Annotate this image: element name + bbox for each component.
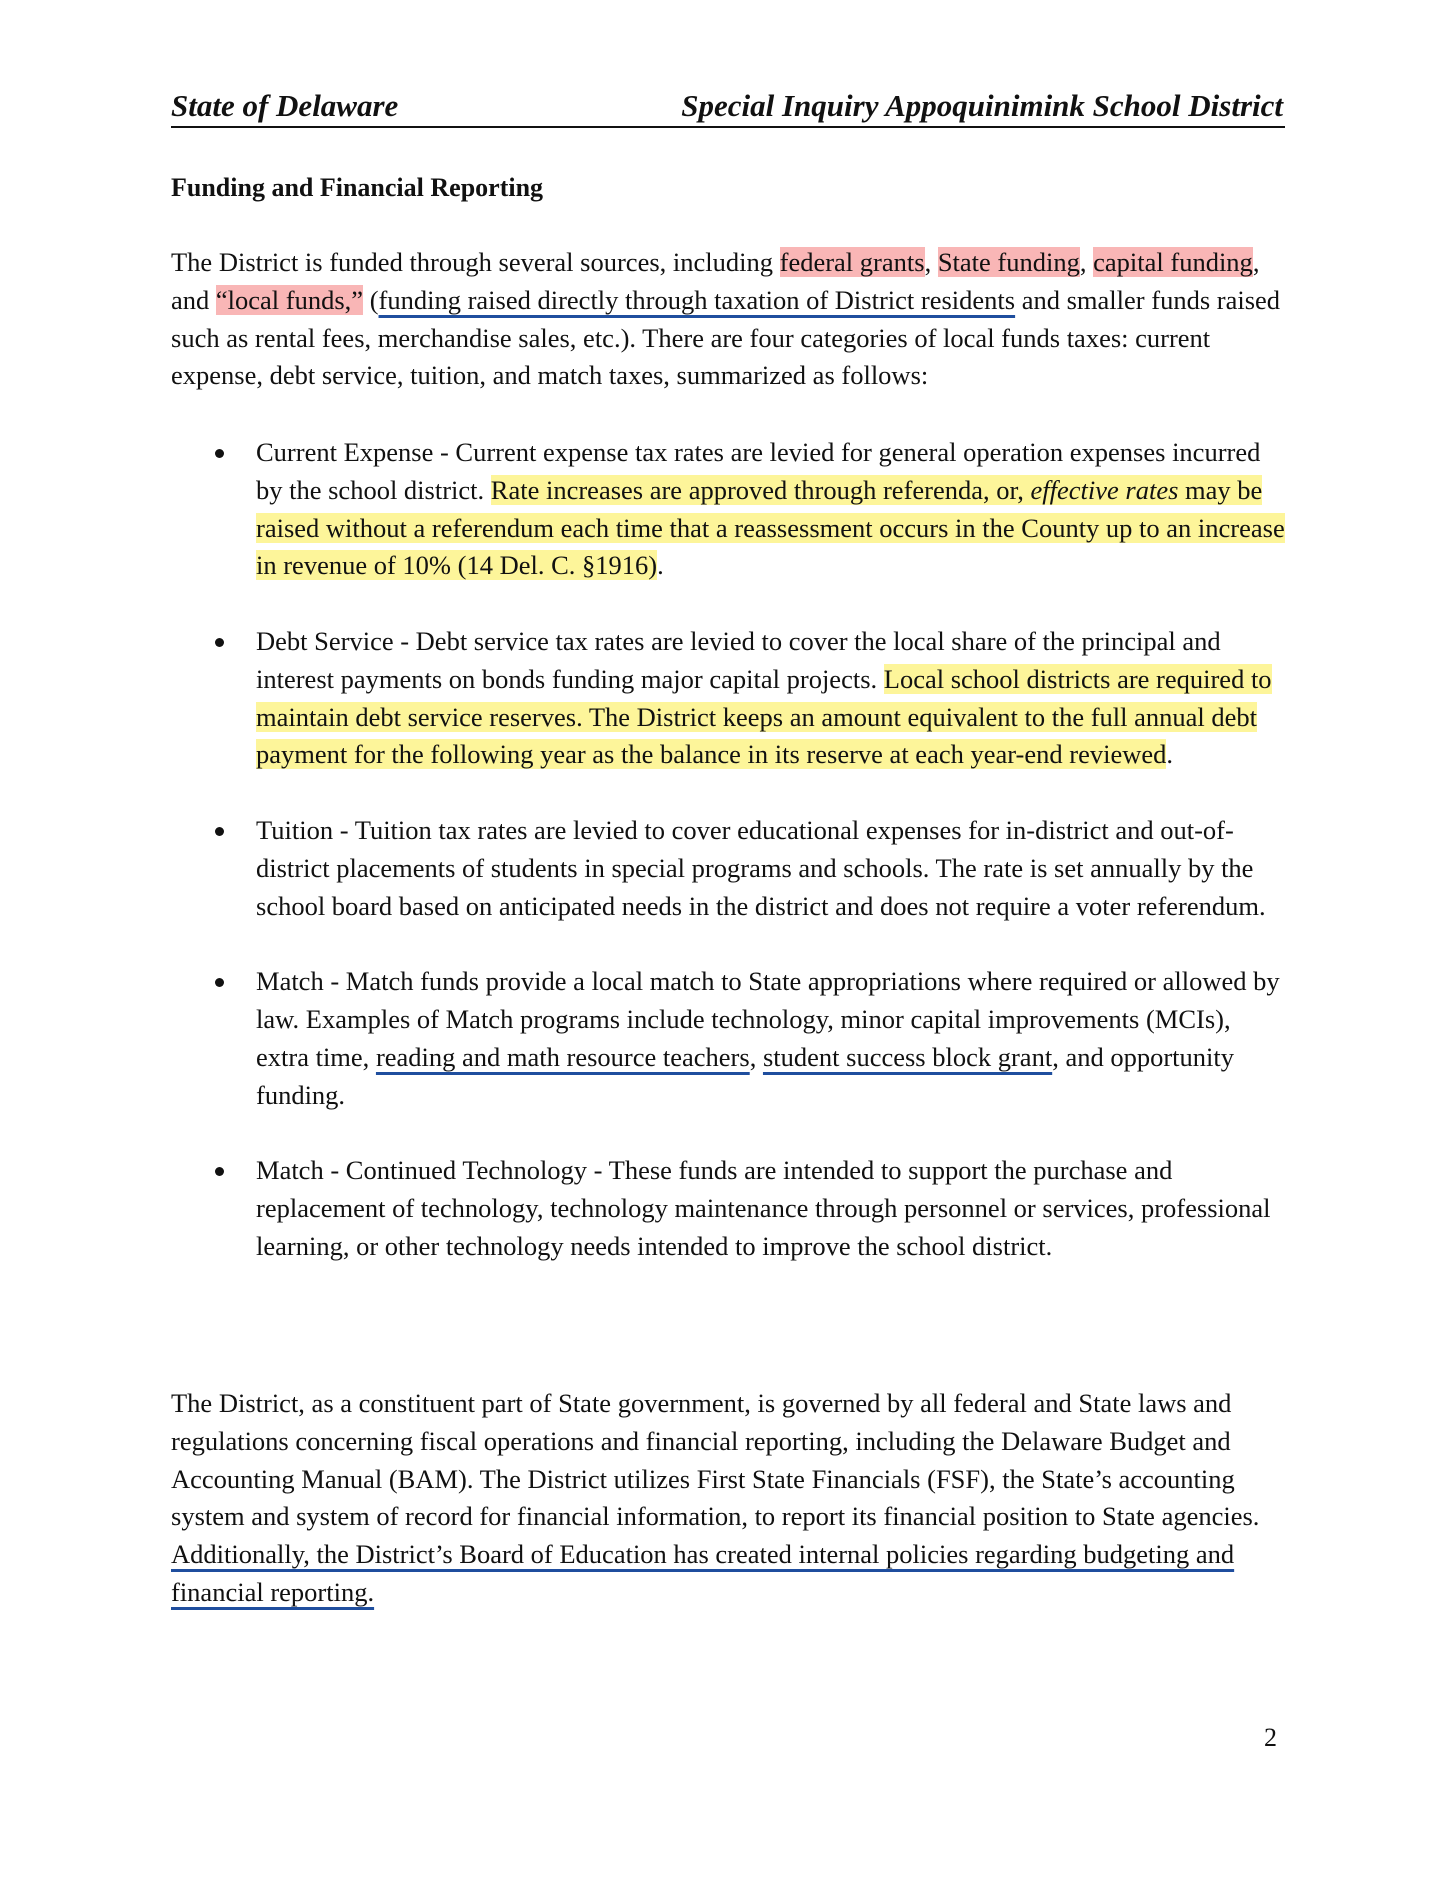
text: Tuition - Tuition tax rates are levied to cover educational expenses for in-district and out-of-district placements of students in special programs and schools. The rate is set annually by the school board based on anticipated needs in the district and does not require a voter referendum.: [256, 814, 1266, 921]
list-item-match-technology: [171, 1152, 1285, 1265]
bullet-icon: [215, 449, 224, 458]
page-number: 2: [1264, 1723, 1277, 1752]
text: Debt Service - Debt service tax rates are levied to cover the local share of the principal and interest payments on bonds funding major capital projects.: [256, 625, 1221, 694]
bullet-icon: [215, 1167, 224, 1176]
text: ,: [1079, 247, 1094, 277]
text: The District, as a constituent part of State government, is governed by all federal and State laws and regulations concerning fiscal operations and financial reporting, including the Delaware Budget and Accounting Manual (BAM). The District utilizes First State Financials (FSF), the State’s accounting system and system of record for financial information, to report its financial position to State agencies.: [171, 1388, 1260, 1532]
highlight-state-funding: State funding: [937, 247, 1080, 277]
list-item-debt-service: [171, 623, 1285, 774]
highlight-local-funds: “local funds,”: [215, 284, 364, 315]
local-funds-tax-list: [171, 434, 1285, 1303]
header-left: State of Delaware: [171, 88, 399, 123]
header-right: Special Inquiry Appoquinimink School District: [681, 88, 1283, 123]
text: .: [657, 550, 664, 581]
text: Match - Continued Technology - These funds are intended to support the purchase and replacement of technology, technology maintenance through personnel or services, professional learning, or other technology needs intended to improve the school district.: [256, 1155, 1271, 1261]
text: Match - Match funds provide a local match to State appropriations where required or allowed by law. Examples of Match programs include technology, minor capital improvements (MCIs), extra time,: [256, 966, 1280, 1072]
text: may be raised without a referendum each time that a reassessment occurs in the County up to an increase in revenue of 10% (14 Del. C. §1916): [256, 474, 1285, 581]
text: Current Expense - Current expense tax rates are levied for general operation expenses incurred by the school district.: [256, 437, 1261, 505]
text: , and opportunity funding.: [256, 1041, 1234, 1110]
bullet-icon: [215, 638, 224, 647]
text: Rate increases are approved through referenda, or,: [490, 474, 1031, 505]
text: , and: [171, 247, 1260, 315]
list-item-tuition: [171, 812, 1285, 925]
list-item-current-expense: [171, 434, 1285, 585]
underline-reading-math-teachers: reading and math resource teachers: [375, 1041, 750, 1072]
section-title: Funding and Financial Reporting: [171, 173, 544, 202]
text: ,: [749, 1041, 763, 1072]
highlight-federal-grants: federal grants: [779, 247, 925, 277]
running-header: [171, 86, 1285, 128]
bullet-icon: [215, 827, 224, 836]
underline-student-success-grant: student success block grant: [762, 1041, 1053, 1072]
italic-effective-rates: effective rates: [1030, 474, 1179, 505]
text: ,: [924, 247, 938, 277]
text: The District is funded through several sources, including: [171, 247, 780, 277]
highlight-capital-funding: capital funding: [1093, 247, 1253, 277]
text: .: [1166, 739, 1173, 770]
underline-internal-policies: Additionally, the District’s Board of Education has created internal policies regarding budgeting and financial reporting.: [171, 1539, 1235, 1607]
text: and smaller funds raised such as rental fees, merchandise sales, etc.). There are four categories of local funds taxes: current expense, debt service, tuition, and match taxes, summarized as follows:: [171, 284, 1281, 391]
underline-funding-raised: funding raised directly through taxation of District residents: [378, 284, 1016, 315]
highlight-debt-reserves: Local school districts are required to maintain debt service reserves. The District keeps an amount equivalent to the full annual debt payment for the following year as the balance in its reserve at each year-end reviewed: [256, 663, 1272, 770]
bullet-icon: [215, 978, 224, 987]
text: (: [363, 284, 379, 315]
closing-paragraph: [171, 1385, 1285, 1612]
intro-paragraph: [171, 244, 1285, 395]
list-item-match: [171, 963, 1285, 1114]
